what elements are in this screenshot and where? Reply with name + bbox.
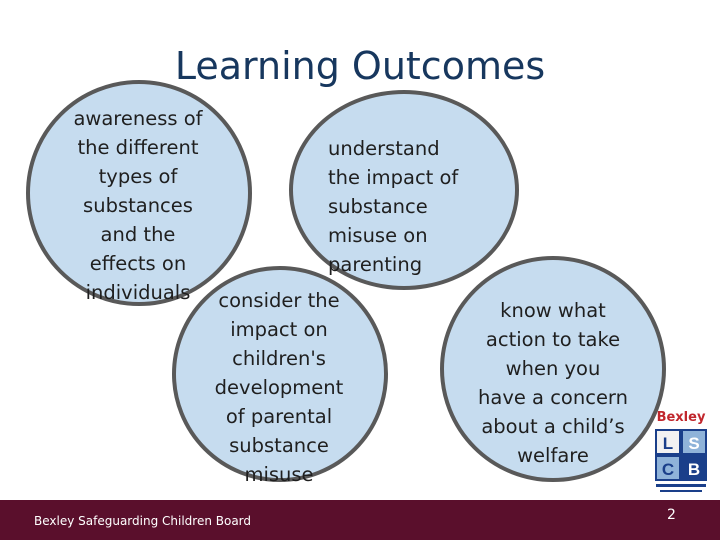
outcome-text-awareness: awareness of the different types of substances and the effects on individuals (73, 107, 203, 304)
logo-letter-b: B (687, 460, 701, 479)
logo-letter-l: L (662, 434, 674, 453)
logo-letter-c: C (661, 460, 675, 479)
lscb-puzzle-icon (650, 428, 712, 498)
logo-wordmark: Bexley (656, 410, 706, 425)
outcome-text-understand: understand the impact of substance misuse on parenting (328, 137, 459, 276)
outcome-text-action: know what action to take when you have a concern about a child’s welfare (478, 299, 628, 467)
page-number: 2 (667, 507, 676, 523)
bexley-lscb-logo (650, 410, 712, 500)
outcome-text-consider: consider the impact on children's development of parental substance misuse (214, 289, 344, 486)
footer-organisation: Bexley Safeguarding Children Board (34, 514, 252, 528)
slide-title: Learning Outcomes (174, 44, 546, 88)
logo-letter-s: S (688, 434, 700, 453)
